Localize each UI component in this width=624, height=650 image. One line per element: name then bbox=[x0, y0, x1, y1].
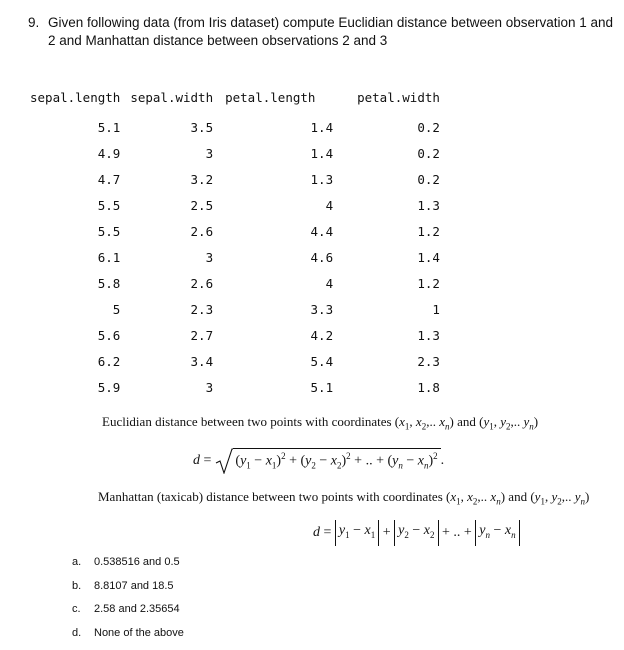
table-row bbox=[30, 140, 440, 166]
radical-sign-icon bbox=[215, 448, 233, 474]
table-cell: 1.3 bbox=[213, 166, 333, 192]
option-letter: b. bbox=[72, 580, 94, 604]
table-row bbox=[30, 192, 440, 218]
table-cell: 3 bbox=[120, 244, 213, 270]
answer-option-a[interactable] bbox=[72, 556, 184, 580]
table-cell: 0.2 bbox=[333, 106, 440, 140]
manhattan-description: Manhattan (taxicab) distance between two points with coordinates ($x_1$, $x_2$,.. $x_n$) and ($y_1$, $y_2$,.. $y_n$) bbox=[98, 489, 589, 507]
answer-option-d[interactable] bbox=[72, 627, 184, 650]
table-header-row bbox=[30, 88, 440, 106]
column-header: petal.width bbox=[333, 88, 440, 106]
table-cell: 5 bbox=[30, 296, 120, 322]
table-cell: 2.5 bbox=[120, 192, 213, 218]
column-header: sepal.width bbox=[120, 88, 213, 106]
option-letter: a. bbox=[72, 556, 94, 580]
table-cell: 1.3 bbox=[333, 192, 440, 218]
option-letter: c. bbox=[72, 603, 94, 627]
table-cell: 3.5 bbox=[120, 106, 213, 140]
table-row bbox=[30, 106, 440, 140]
table-cell: 1.2 bbox=[333, 270, 440, 296]
table-cell: 1.4 bbox=[213, 106, 333, 140]
table-cell: 6.2 bbox=[30, 348, 120, 374]
euclidean-and: and bbox=[457, 414, 476, 429]
table-cell: 5.1 bbox=[30, 106, 120, 140]
table-cell: 4.7 bbox=[30, 166, 120, 192]
table-cell: 1.3 bbox=[333, 322, 440, 348]
table-cell: 2.3 bbox=[120, 296, 213, 322]
option-text: None of the above bbox=[94, 627, 184, 650]
table-cell: 1 bbox=[333, 296, 440, 322]
table-row bbox=[30, 270, 440, 296]
table-cell: 2.7 bbox=[120, 322, 213, 348]
table-row bbox=[30, 348, 440, 374]
table-cell: 5.9 bbox=[30, 374, 120, 400]
option-text: 8.8107 and 18.5 bbox=[94, 580, 174, 604]
table-cell: 1.8 bbox=[333, 374, 440, 400]
question-number: 9. bbox=[28, 14, 48, 50]
table-cell: 2.3 bbox=[333, 348, 440, 374]
table-cell: 1.2 bbox=[333, 218, 440, 244]
table-cell: 0.2 bbox=[333, 166, 440, 192]
table-cell: 1.4 bbox=[333, 244, 440, 270]
answer-option-c[interactable] bbox=[72, 603, 184, 627]
euclidean-description-text: Euclidian distance between two points with coordinates bbox=[102, 414, 392, 429]
table-cell: 5.1 bbox=[213, 374, 333, 400]
option-text: 2.58 and 2.35654 bbox=[94, 603, 180, 627]
table-cell: 4.6 bbox=[213, 244, 333, 270]
table-cell: 4 bbox=[213, 270, 333, 296]
table-cell: 2.6 bbox=[120, 218, 213, 244]
table-cell: 3.3 bbox=[213, 296, 333, 322]
table-cell: 5.5 bbox=[30, 192, 120, 218]
table-cell: 4 bbox=[213, 192, 333, 218]
table-cell: 0.2 bbox=[333, 140, 440, 166]
table-cell: 2.6 bbox=[120, 270, 213, 296]
table-row bbox=[30, 296, 440, 322]
question bbox=[28, 14, 618, 50]
option-text: 0.538516 and 0.5 bbox=[94, 556, 180, 580]
table-cell: 5.4 bbox=[213, 348, 333, 374]
table-cell: 1.4 bbox=[213, 140, 333, 166]
table-row bbox=[30, 374, 440, 400]
table-cell: 3.2 bbox=[120, 166, 213, 192]
square-root: $(y_1 - x_1)^2 + (y_2 - x_2)^2$ + .. + $(y_n - x_n)^2$ bbox=[215, 448, 440, 474]
table-cell: 4.9 bbox=[30, 140, 120, 166]
table-cell: 5.5 bbox=[30, 218, 120, 244]
table-cell: 4.4 bbox=[213, 218, 333, 244]
table-row bbox=[30, 218, 440, 244]
euclidean-formula: d = $(y_1 - x_1)^2 + (y_2 - x_2)^2$ + .. + $(y_n - x_n)^2$ . bbox=[193, 448, 444, 474]
question-text: Given following data (from Iris dataset) compute Euclidian distance between observation 1 and 2 and Manhattan distance between observations 2 and 3 bbox=[48, 14, 618, 50]
column-header: sepal.length bbox=[30, 88, 120, 106]
table-row bbox=[30, 166, 440, 192]
table-cell: 5.6 bbox=[30, 322, 120, 348]
table-cell: 4.2 bbox=[213, 322, 333, 348]
answer-options bbox=[72, 556, 184, 650]
table-cell: 5.8 bbox=[30, 270, 120, 296]
table-cell: 6.1 bbox=[30, 244, 120, 270]
table-row bbox=[30, 322, 440, 348]
answer-option-b[interactable] bbox=[72, 580, 184, 604]
column-header: petal.length bbox=[213, 88, 333, 106]
option-letter: d. bbox=[72, 627, 94, 650]
manhattan-formula: d = $y_1 - x_1$ + $y_2 - x_2$ + .. + $y_n - x_n$ bbox=[313, 520, 520, 546]
iris-data-table bbox=[30, 88, 440, 400]
manhattan-description-text: Manhattan (taxicab) distance between two points with coordinates bbox=[98, 489, 443, 504]
table-cell: 3 bbox=[120, 374, 213, 400]
euclidean-description: Euclidian distance between two points with coordinates ($x_1$, $x_2$,.. $x_n$) and ($y_1$, $y_2$,.. $y_n$) bbox=[102, 414, 538, 432]
table-cell: 3 bbox=[120, 140, 213, 166]
table-row bbox=[30, 244, 440, 270]
table-cell: 3.4 bbox=[120, 348, 213, 374]
manhattan-and: and bbox=[508, 489, 527, 504]
